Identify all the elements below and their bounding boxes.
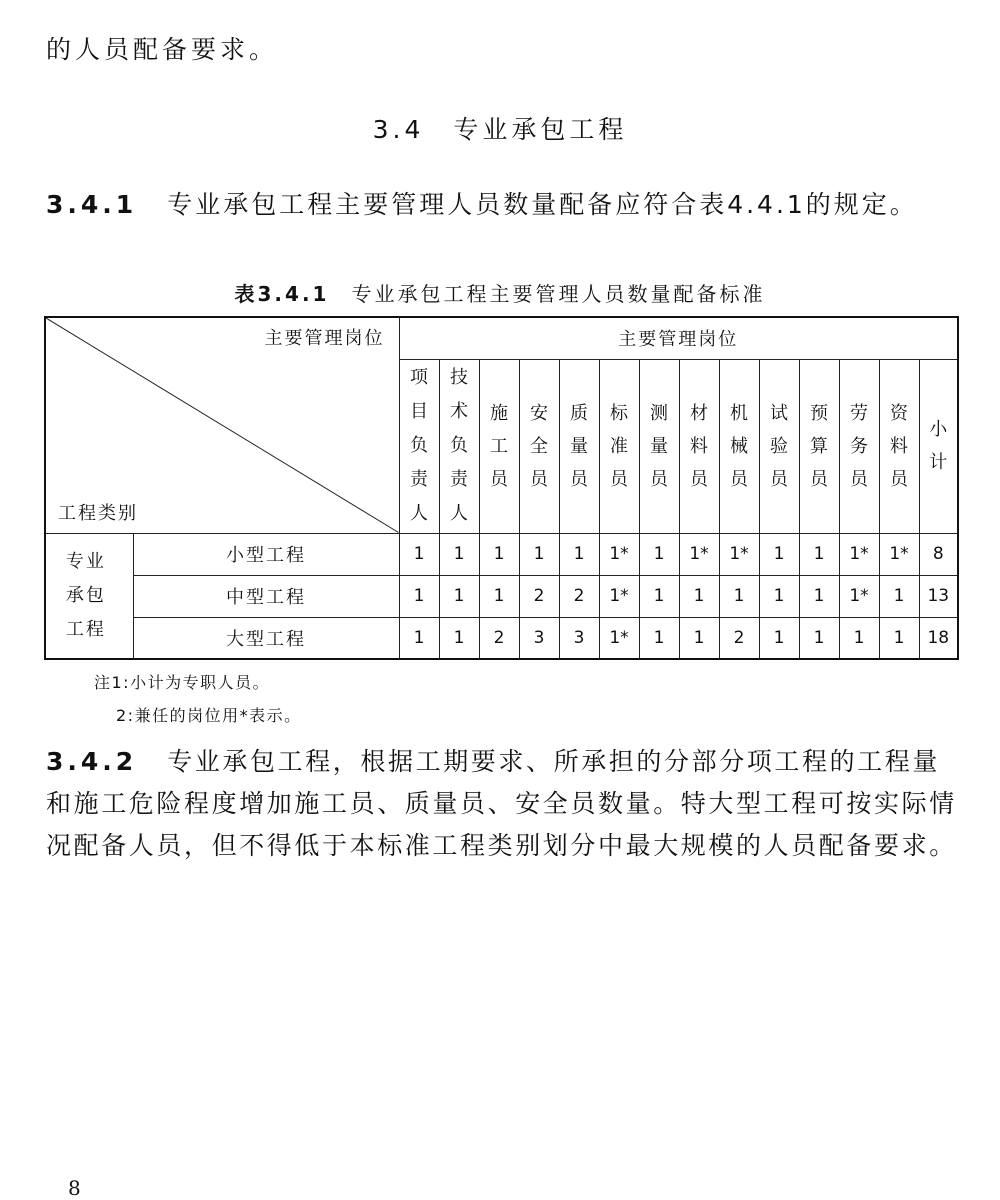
table-note-2: 2:兼任的岗位用*表示。 (116, 706, 302, 725)
table-cell: 1 (639, 575, 679, 617)
clause-number: 3.4.1 (46, 190, 138, 219)
table-row (45, 617, 958, 659)
column-header: 技术负责人 (439, 359, 479, 533)
column-header: 材料员 (679, 359, 719, 533)
column-header: 小计 (919, 359, 958, 533)
column-header: 试验员 (759, 359, 799, 533)
table-cell: 2 (559, 575, 599, 617)
table-cell: 1* (879, 533, 919, 575)
table-cell: 1 (679, 575, 719, 617)
table-cell: 1 (679, 617, 719, 659)
intro-line: 的人员配备要求。 (46, 35, 279, 64)
table-row (45, 533, 958, 575)
table-cell: 1* (719, 533, 759, 575)
table-cell: 1 (719, 575, 759, 617)
clause-3-4-2 (46, 741, 958, 867)
column-header: 质量员 (559, 359, 599, 533)
column-header: 机械员 (719, 359, 759, 533)
column-header: 预算员 (799, 359, 839, 533)
table-cell: 1 (799, 575, 839, 617)
table-cell: 1 (879, 617, 919, 659)
table-caption-number: 表3.4.1 (234, 282, 330, 306)
clause-text: 专业承包工程，根据工期要求、所承担的分部分项工程的工程量和施工危险程度增加施工员、质量员、安全员数量。特大型工程可按实际情况配备人员，但不得低于本标准工程类别划分中最大规模的人员配备要求。 (46, 747, 957, 860)
table-caption-text: 专业承包工程主要管理人员数量配备标准 (351, 282, 766, 306)
column-header: 劳务员 (839, 359, 879, 533)
column-header: 标准员 (599, 359, 639, 533)
row-label: 大型工程 (133, 617, 399, 659)
table-cell: 1* (839, 575, 879, 617)
staffing-table (44, 316, 959, 660)
table-cell: 1 (399, 617, 439, 659)
table-cell: 2 (479, 617, 519, 659)
clause-text: 专业承包工程主要管理人员数量配备应符合表4.4.1的规定。 (167, 190, 918, 219)
table-cell: 1 (439, 575, 479, 617)
table-cell: 1 (639, 617, 679, 659)
table-cell: 1 (839, 617, 879, 659)
column-header: 资料员 (879, 359, 919, 533)
table-cell: 1* (599, 575, 639, 617)
clause-3-4-1 (46, 184, 958, 226)
column-header: 施工员 (479, 359, 519, 533)
diagonal-header-bottom: 工程类别 (58, 502, 138, 524)
row-label: 中型工程 (133, 575, 399, 617)
table-cell: 1* (599, 533, 639, 575)
table-cell: 1 (439, 533, 479, 575)
table-cell: 2 (519, 575, 559, 617)
table-cell: 18 (919, 617, 958, 659)
table-cell: 1 (799, 617, 839, 659)
diagonal-header-cell (45, 317, 399, 533)
table-note-1: 注1:小计为专职人员。 (94, 673, 271, 692)
table-cell: 1* (679, 533, 719, 575)
table-caption (0, 278, 1000, 307)
table-cell: 1 (759, 617, 799, 659)
table-row (45, 575, 958, 617)
category-cell: 专业承包工程 (45, 533, 133, 659)
group-header: 主要管理岗位 (399, 317, 958, 359)
table-cell: 2 (719, 617, 759, 659)
table-cell: 1 (559, 533, 599, 575)
column-header: 测量员 (639, 359, 679, 533)
table-header-row-1 (45, 317, 958, 359)
table-cell: 1 (879, 575, 919, 617)
table-cell: 1 (399, 575, 439, 617)
table-cell: 13 (919, 575, 958, 617)
table-cell: 1 (399, 533, 439, 575)
table-cell: 1* (599, 617, 639, 659)
clause-number: 3.4.2 (46, 747, 138, 776)
table-cell: 1 (519, 533, 559, 575)
table-cell: 1 (479, 575, 519, 617)
table-cell: 1 (759, 575, 799, 617)
table-cell: 1 (439, 617, 479, 659)
column-header: 项目负责人 (399, 359, 439, 533)
table-cell: 8 (919, 533, 958, 575)
table-cell: 1 (759, 533, 799, 575)
diagonal-header-top: 主要管理岗位 (264, 328, 385, 349)
table-cell: 1 (479, 533, 519, 575)
column-header: 安全员 (519, 359, 559, 533)
table-cell: 1 (639, 533, 679, 575)
table-cell: 1* (839, 533, 879, 575)
table-cell: 3 (519, 617, 559, 659)
table-cell: 1 (799, 533, 839, 575)
page-number: 8 (68, 1176, 81, 1200)
section-title: 3.4 专业承包工程 (372, 115, 628, 144)
row-label: 小型工程 (133, 533, 399, 575)
table-cell: 3 (559, 617, 599, 659)
